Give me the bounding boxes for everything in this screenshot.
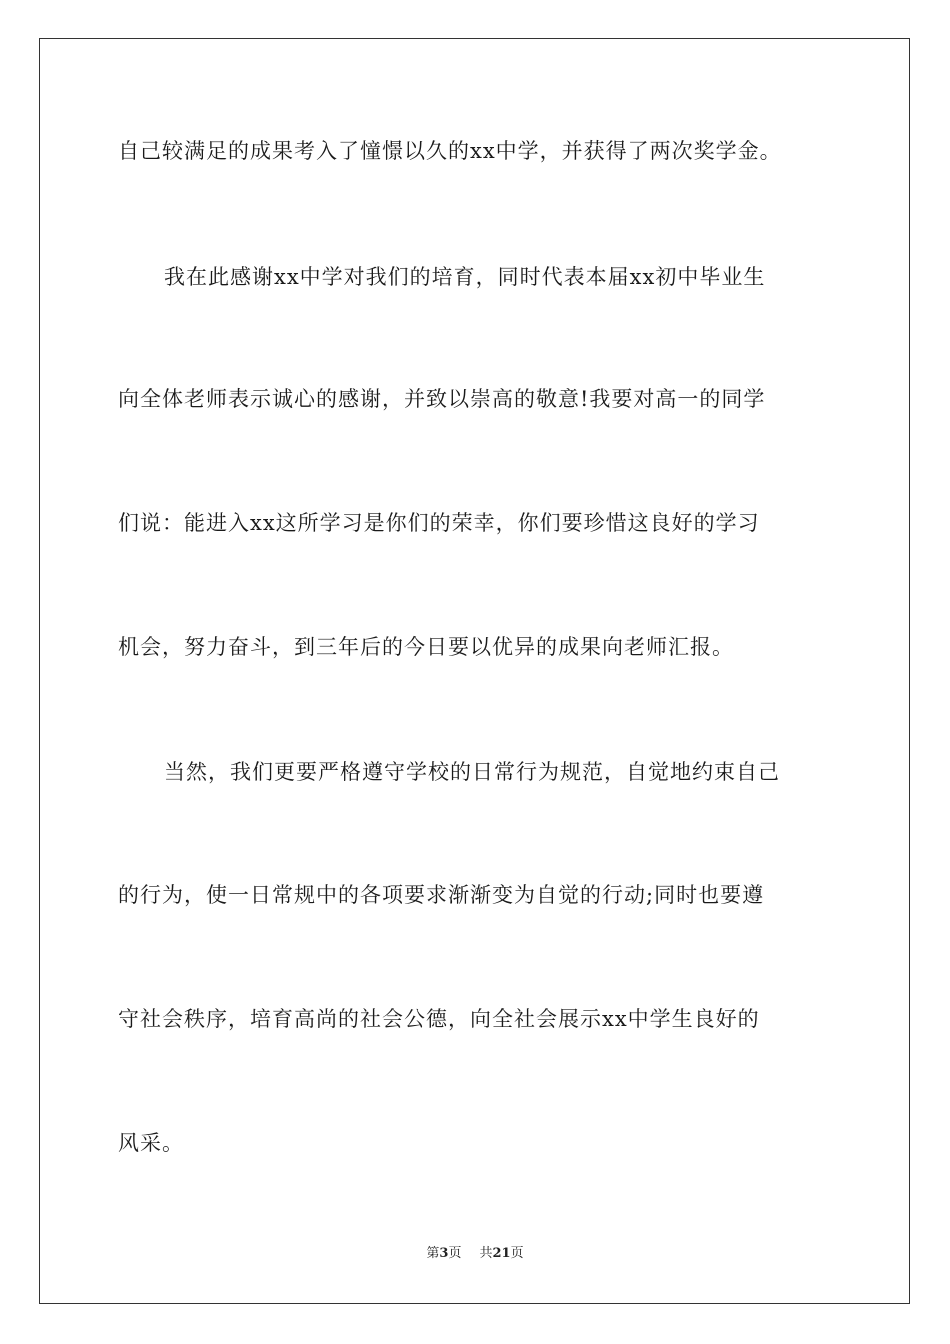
page-border [39,38,910,1304]
footer-page-number: 3 [439,1246,449,1261]
body-text-line-1: 自己较满足的成果考入了憧憬以久的xx中学，并获得了两次奖学金。 [118,139,782,163]
footer-total-suffix: 页 [510,1246,524,1261]
body-text-line-2: 我在此感谢xx中学对我们的培育，同时代表本届xx初中毕业生 [164,265,766,289]
body-text-line-9: 风采。 [118,1131,184,1155]
footer-total-prefix: 共 [479,1246,493,1261]
footer-total-pages: 21 [492,1246,511,1261]
page-footer [0,1242,950,1261]
footer-page-suffix: 页 [448,1246,462,1261]
body-text-line-5: 机会，努力奋斗，到三年后的今日要以优异的成果向老师汇报。 [118,635,734,659]
body-text-line-4: 们说：能进入xx这所学习是你们的荣幸，你们要珍惜这良好的学习 [118,511,760,535]
body-text-line-3: 向全体老师表示诚心的感谢，并致以崇高的敬意!我要对高一的同学 [118,387,766,411]
footer-page-prefix: 第 [426,1246,440,1261]
body-text-line-8: 守社会秩序，培育高尚的社会公德，向全社会展示xx中学生良好的 [118,1007,760,1031]
body-text-line-7: 的行为，使一日常规中的各项要求渐渐变为自觉的行动;同时也要遵 [118,883,765,907]
body-text-line-6: 当然，我们更要严格遵守学校的日常行为规范，自觉地约束自己 [164,760,780,784]
